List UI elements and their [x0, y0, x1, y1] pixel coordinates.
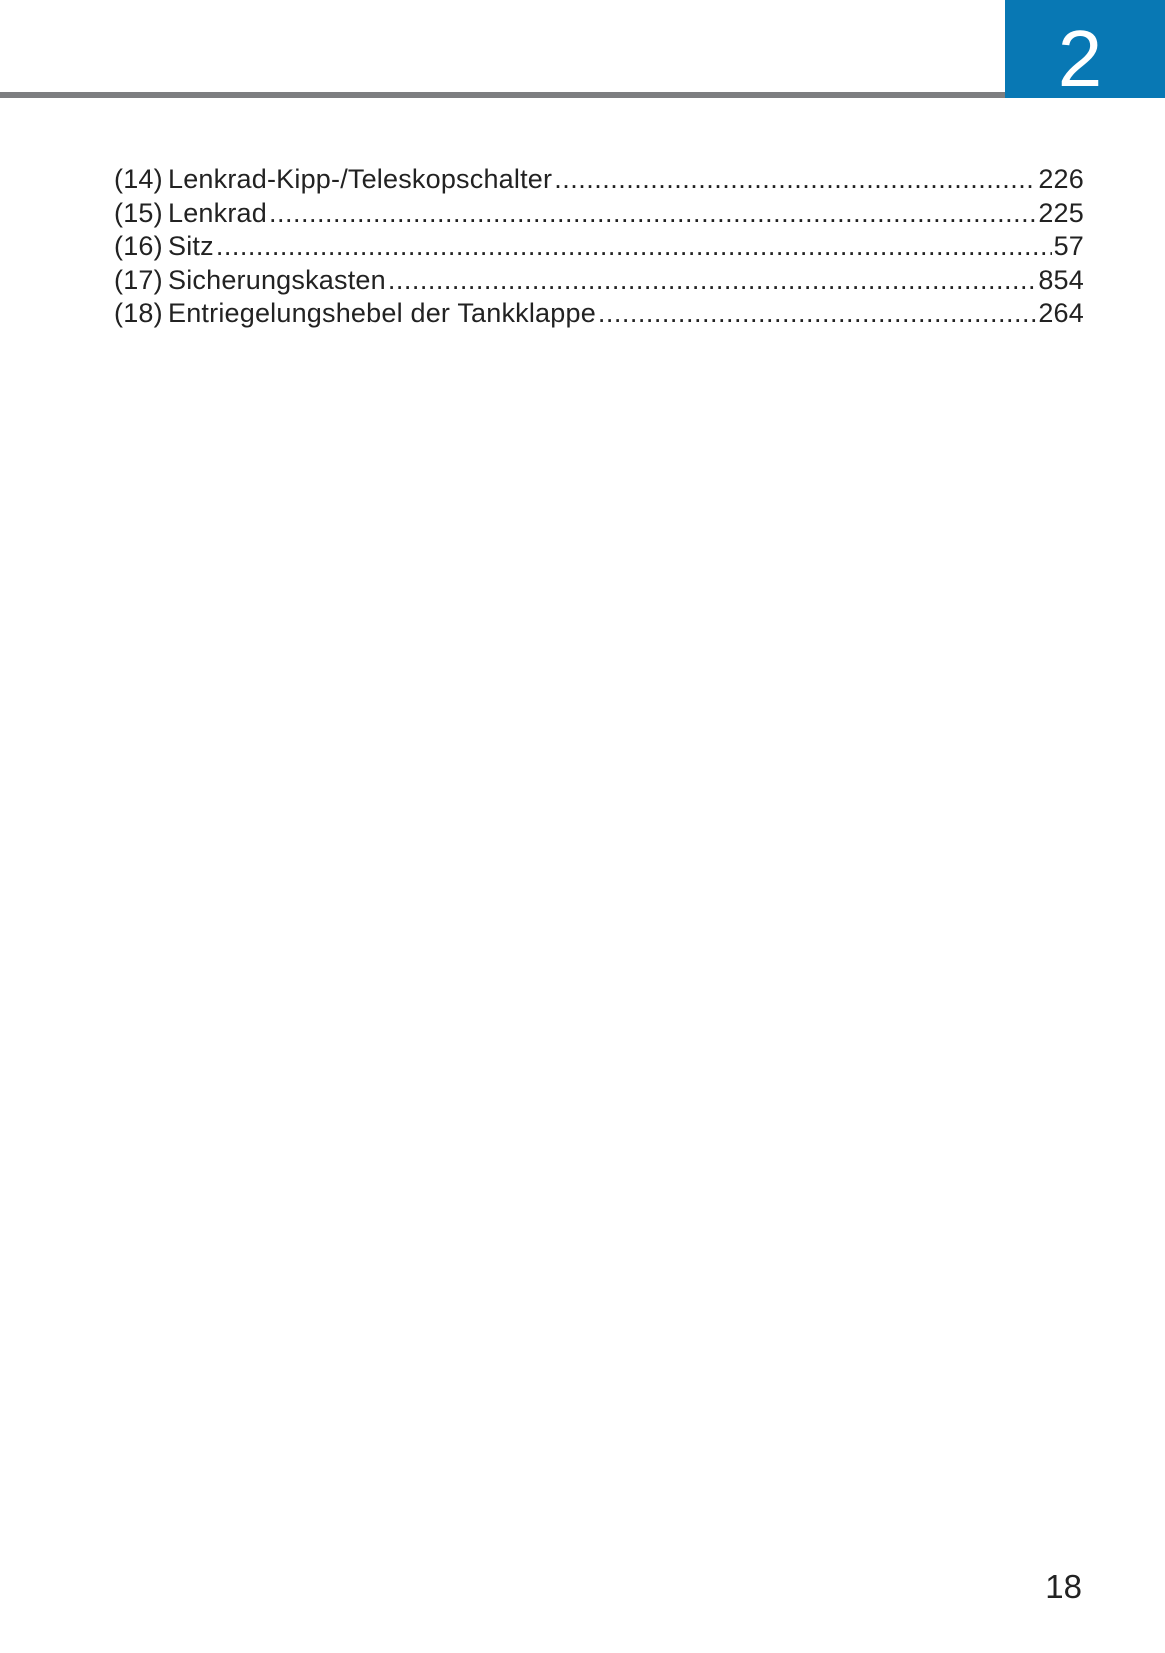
toc-entry-label: Lenkrad-Kipp-/Teleskopschalter: [168, 164, 553, 194]
toc-entry[interactable]: [114, 264, 1084, 298]
toc-list: [114, 163, 1084, 331]
toc-entry-page: 57: [1053, 231, 1084, 261]
toc-entry-index: (14): [114, 164, 163, 194]
toc-entry-page: 225: [1038, 197, 1084, 228]
toc-entry-page: 264: [1038, 298, 1084, 328]
toc-entry-page: 854: [1038, 264, 1084, 295]
toc-entry-index: (15): [114, 197, 163, 228]
toc-entry-index: (18): [114, 298, 163, 328]
page-number: 18: [1045, 1568, 1082, 1605]
toc-entry-label: Sitz: [168, 231, 214, 261]
toc-dot-leader: [554, 163, 1036, 197]
toc-dot-leader: [598, 297, 1036, 331]
toc-entry-label: Entriegelungshebel der Tankklappe: [168, 298, 596, 328]
toc-entry[interactable]: [114, 163, 1084, 197]
toc-entry[interactable]: [114, 297, 1084, 331]
toc-dot-leader: [269, 197, 1036, 231]
toc-entry[interactable]: [114, 197, 1084, 231]
toc-entry-page: 226: [1038, 164, 1084, 194]
header-divider: [0, 92, 1165, 98]
toc-entry-label: Lenkrad: [168, 197, 267, 228]
chapter-tab: [1005, 0, 1165, 103]
toc-entry-label: Sicherungskasten: [168, 264, 386, 295]
chapter-number: 2: [1057, 14, 1103, 103]
toc-dot-leader: [388, 264, 1037, 298]
toc-entry-index: (16): [114, 231, 163, 261]
toc-entry[interactable]: [114, 230, 1084, 264]
toc-entry-index: (17): [114, 264, 163, 295]
toc-dot-leader: [216, 230, 1052, 264]
